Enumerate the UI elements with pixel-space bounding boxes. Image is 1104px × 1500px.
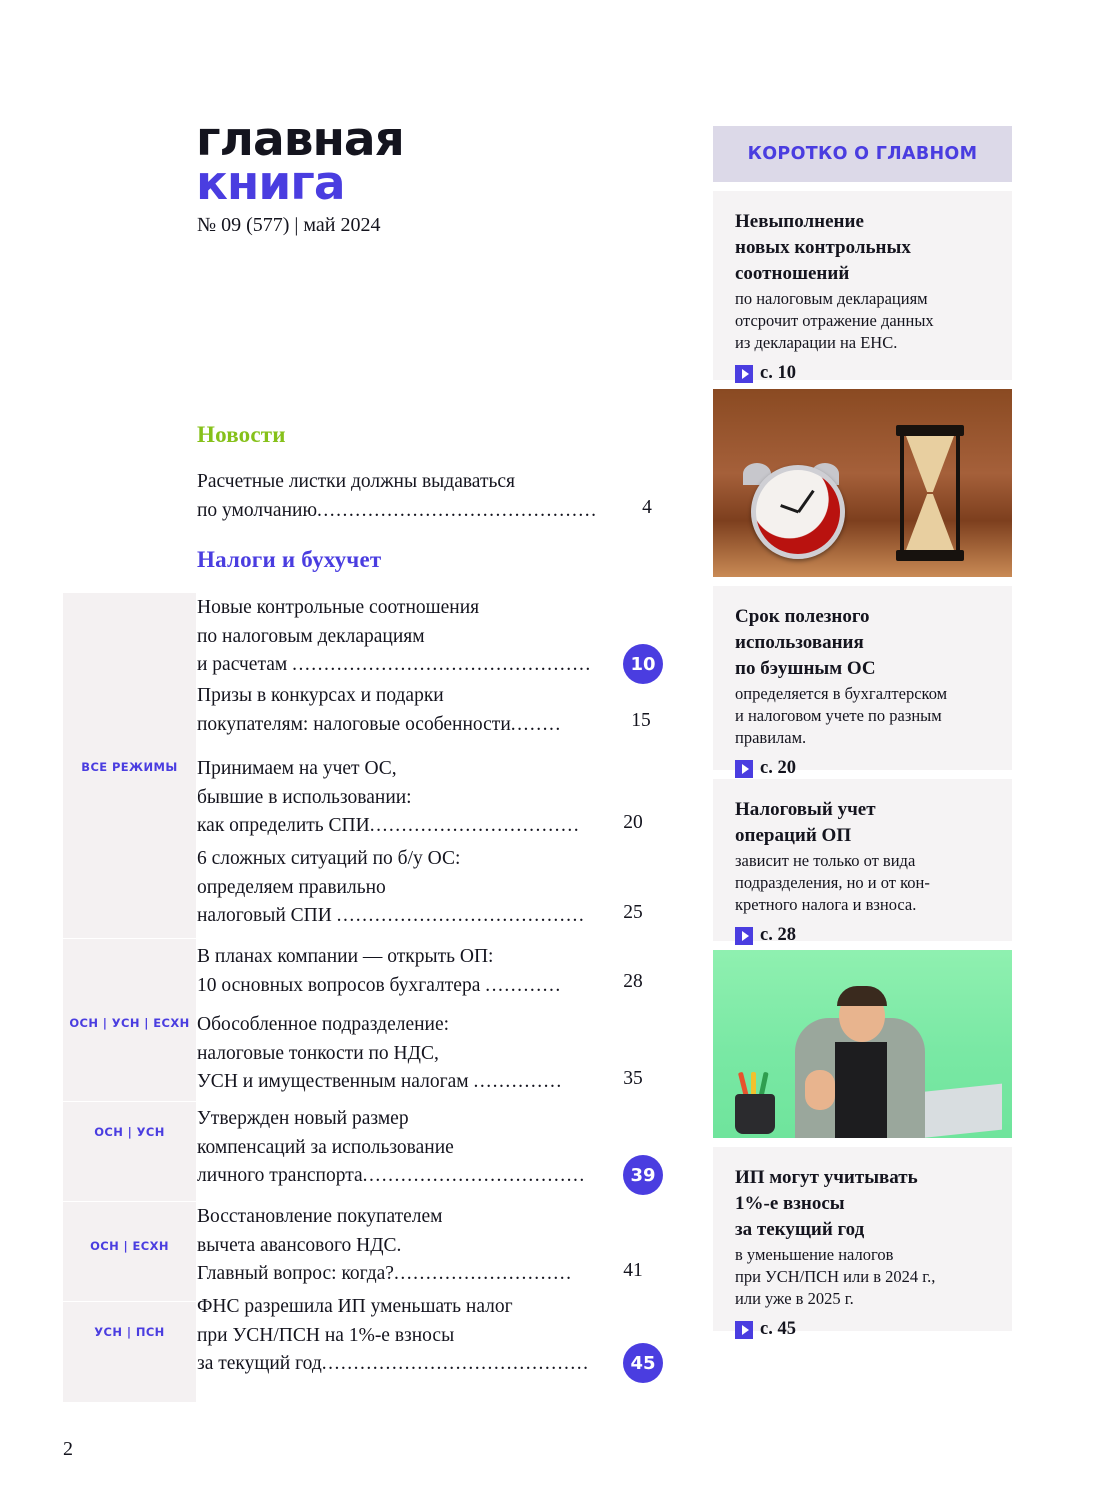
toc-line: 6 сложных ситуаций по б/у ОС:	[197, 848, 461, 869]
sidebar-block[interactable]	[713, 191, 1012, 383]
toc-line: Призы в конкурсах и подарки	[197, 685, 444, 706]
toc-entry[interactable]	[197, 1203, 667, 1289]
rail-band-osn-usn	[63, 1101, 196, 1201]
toc-line: 10 основных вопросов бухгалтера ............	[197, 974, 562, 996]
person-hair	[837, 986, 887, 1006]
sidebar-header-label: КОРОТКО О ГЛАВНОМ	[747, 144, 978, 164]
toc-page-number: 4	[642, 497, 652, 518]
man-thumbs-up-photo	[713, 950, 1012, 1138]
toc-line: Главный вопрос: когда?............................	[197, 1263, 573, 1284]
toc-line: определяем правильно	[197, 876, 386, 898]
sidebar-short-news	[713, 126, 1012, 1339]
page-number: 2	[63, 1438, 73, 1460]
toc-line: Расчетные листки должны выдаваться	[197, 471, 515, 492]
toc-line: и расчетам ...............................................	[197, 654, 592, 675]
section-heading-news: Новости	[197, 422, 286, 447]
rail-label-osn-eshn: ОСН | ЕСХН	[90, 1239, 169, 1253]
rail-label-osn-usn: ОСН | УСН	[94, 1125, 165, 1139]
sidebar-header	[713, 126, 1012, 182]
toc-page-number: 20	[623, 812, 643, 833]
rail-label-usn-psn: УСН | ПСН	[94, 1325, 165, 1339]
toc-entry[interactable]	[197, 468, 667, 525]
sidebar-block-title: ИП могут учитывать 1%-е взносы за текущий год	[735, 1167, 918, 1240]
sidebar-block-title: Невыполнение новых контрольных соотношений	[735, 211, 911, 284]
magazine-logo	[196, 112, 616, 212]
section-heading-tax: Налоги и бухучет	[197, 547, 382, 572]
toc-line: при УСН/ПСН на 1%-е взносы	[197, 1324, 455, 1346]
thumbs-up-hand	[805, 1070, 835, 1110]
toc-line: за текущий год..........................................	[197, 1353, 590, 1374]
toc-line: компенсаций за использование	[197, 1136, 454, 1158]
toc-line: личного транспорта...................................	[197, 1165, 586, 1186]
sidebar-block[interactable]	[713, 1147, 1012, 1339]
toc-line: Новые контрольные соотношения	[197, 597, 480, 618]
toc-entry[interactable]	[197, 682, 667, 739]
toc-page-number: 25	[623, 902, 643, 923]
toc-line: по умолчанию............................................	[197, 499, 598, 521]
hourglass	[896, 425, 964, 561]
toc-line: налоговые тонкости по НДС,	[197, 1042, 439, 1064]
toc-page-badge: 45	[623, 1343, 663, 1383]
toc-line: налоговый СПИ .......................................	[197, 905, 586, 926]
sidebar-block[interactable]	[713, 779, 1012, 945]
toc-page-number: 35	[623, 1068, 643, 1089]
toc-line: как определить СПИ.................................	[197, 815, 581, 836]
play-triangle-icon	[735, 927, 753, 945]
toc-line: В планах компании — открыть ОП:	[197, 946, 494, 967]
person-shirt	[835, 1042, 887, 1138]
sidebar-page-link[interactable]	[735, 925, 992, 946]
toc-page-number: 15	[631, 710, 651, 731]
toc-page-number: 28	[623, 971, 643, 992]
sidebar-block-body: в уменьшение налогов при УСН/ПСН или в 2024 г., или уже в 2025 г.	[735, 1245, 936, 1308]
sidebar-block-title: Срок полезного использования по бэушным ОС	[735, 606, 876, 679]
toc-line: Утвержден новый размер	[197, 1108, 409, 1129]
sidebar-block-body: зависит не только от вида подразделения, но и от кон- кретного налога и взноса.	[735, 851, 930, 914]
sidebar-page-link[interactable]	[735, 1319, 992, 1340]
toc-line: покупателям: налоговые особенности........	[197, 713, 562, 735]
play-triangle-icon	[735, 1321, 753, 1339]
toc-entry[interactable]	[197, 943, 667, 1000]
toc-entry[interactable]	[197, 755, 667, 841]
rail-band-usn-psn	[63, 1301, 196, 1402]
toc-line: бывшие в использовании:	[197, 786, 412, 808]
toc-entry[interactable]	[197, 1105, 667, 1191]
sidebar-page-label: с. 20	[760, 758, 796, 778]
sidebar-block-body: определяется в бухгалтерском и налоговом учете по разным правилам.	[735, 684, 948, 747]
sidebar-page-link[interactable]	[735, 758, 992, 779]
toc-entry[interactable]	[197, 594, 667, 680]
toc-entry[interactable]	[197, 1011, 667, 1097]
sidebar-page-label: с. 28	[760, 925, 796, 945]
sidebar-block-body: по налоговым декларациям отсрочит отражение данных из декларации на ЕНС.	[735, 289, 934, 352]
issue-line: № 09 (577) | май 2024	[197, 214, 381, 236]
alarm-clock-and-hourglass-photo	[713, 389, 1012, 577]
sidebar-page-link[interactable]	[735, 363, 992, 384]
laptop-prop	[918, 1084, 1002, 1138]
play-triangle-icon	[735, 760, 753, 778]
sidebar-page-label: с. 45	[760, 1319, 796, 1339]
toc-line: Принимаем на учет ОС,	[197, 758, 397, 779]
sidebar-block-title: Налоговый учет операций ОП	[735, 799, 876, 846]
toc-line: Обособленное подразделение:	[197, 1014, 450, 1035]
toc-entry[interactable]	[197, 845, 667, 931]
toc-line: УСН и имущественным налогам ..............	[197, 1071, 563, 1092]
play-triangle-icon	[735, 365, 753, 383]
rail-label-osn-usn-eshn: ОСН | УСН | ЕСХН	[69, 1016, 190, 1030]
toc-page-badge: 10	[623, 644, 663, 684]
toc-page-badge: 39	[623, 1155, 663, 1195]
sidebar-page-label: с. 10	[760, 363, 796, 383]
alarm-clock-face	[751, 465, 845, 559]
toc-page-number: 41	[623, 1260, 643, 1281]
toc-entry[interactable]	[197, 1293, 667, 1379]
logo-line-2: книга	[196, 156, 345, 212]
logo-line-1: главная	[196, 112, 404, 167]
toc-line: по налоговым декларациям	[197, 625, 425, 647]
toc-line: вычета авансового НДС.	[197, 1234, 402, 1256]
toc-line: Восстановление покупателем	[197, 1206, 443, 1227]
rail-label-all-modes: ВСЕ РЕЖИМЫ	[81, 760, 178, 774]
toc-line: ФНС разрешила ИП уменьшать налог	[197, 1296, 513, 1317]
sidebar-block[interactable]	[713, 586, 1012, 778]
pen-cup	[735, 1094, 775, 1134]
